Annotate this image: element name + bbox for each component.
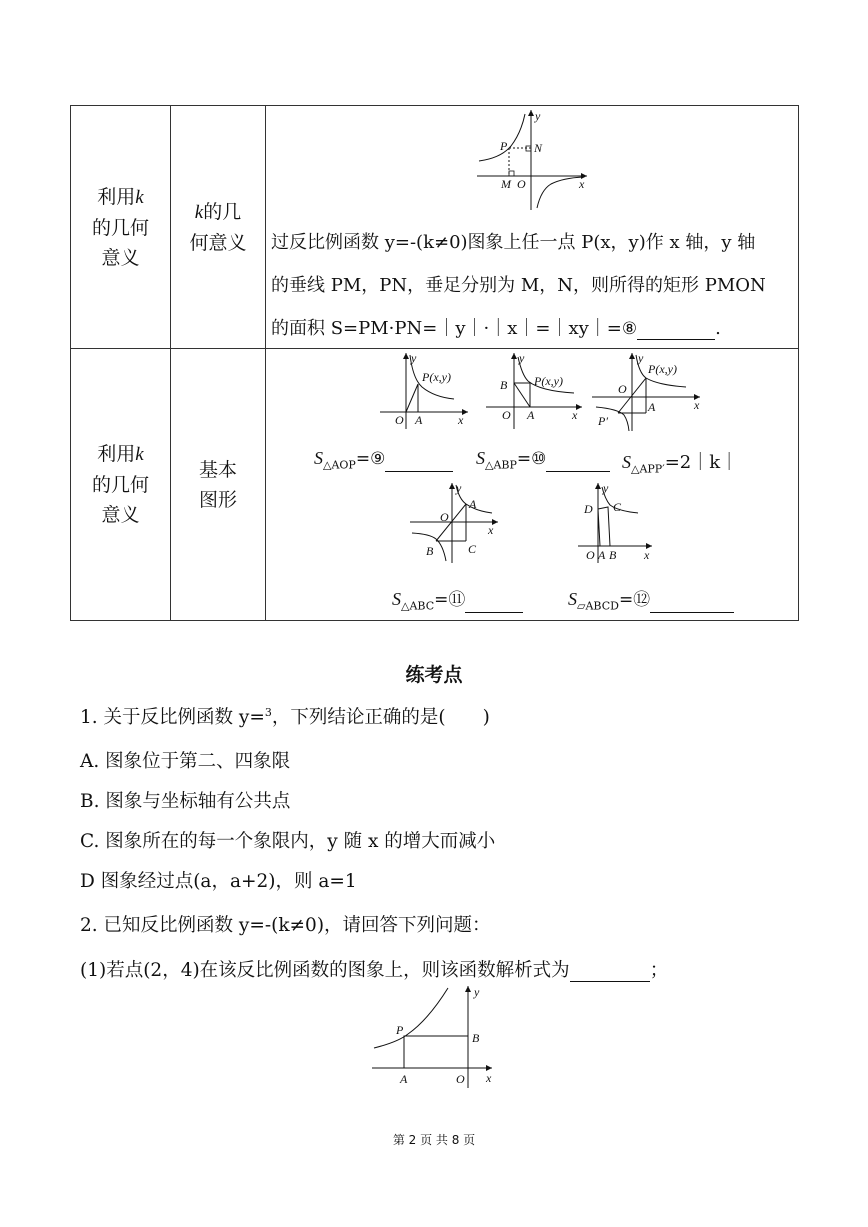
axis-label: y xyxy=(474,985,480,999)
area-symbol: S xyxy=(622,452,631,472)
cell-text: 利用 xyxy=(97,443,136,465)
area-subscript: △ABC xyxy=(401,599,435,613)
row2-content-cell xyxy=(266,349,799,621)
area-value: =2｜k｜ xyxy=(664,452,739,473)
option-d[interactable]: D 图象经过点(a，a+2)，则 a=1 xyxy=(80,871,357,892)
figure-rectangle-pmon xyxy=(471,108,591,212)
point-label: P′ xyxy=(598,414,608,428)
option-a[interactable]: A. 图象位于第二、四象限 xyxy=(80,751,291,772)
figure-triangle-abc xyxy=(408,481,504,565)
point-label: O xyxy=(440,510,449,524)
axis-label: y xyxy=(603,481,609,495)
axis-label: x xyxy=(486,1071,492,1085)
row2-topic-cell xyxy=(171,349,266,621)
blank-number: ⑧ xyxy=(621,319,638,339)
area-abcd xyxy=(568,585,734,613)
cell-text: 何意义 xyxy=(189,231,247,254)
period: . xyxy=(715,318,721,339)
cell-text: 意义 xyxy=(101,246,140,269)
table-row xyxy=(71,106,799,349)
fraction-numerator: 3 xyxy=(264,705,272,719)
point-label: M xyxy=(501,177,511,191)
point-label: P(x,y) xyxy=(534,374,563,388)
answer-blank[interactable] xyxy=(546,453,610,472)
answer-blank[interactable] xyxy=(385,453,453,472)
cell-text: k xyxy=(135,186,144,208)
area-abc xyxy=(392,585,523,613)
option-c[interactable]: C. 图象所在的每一个象限内，y 随 x 的增大而减小 xyxy=(80,831,496,852)
axis-label: y xyxy=(535,109,541,123)
description-line: 的垂线 PM，PN，垂足分别为 M，N，则所得的矩形 PMON xyxy=(271,275,766,296)
point-label: O xyxy=(618,382,627,396)
area-subscript: ▱ABCD xyxy=(577,599,619,613)
point-label: O xyxy=(502,408,511,422)
page-footer: 第 2 页 共 8 页 xyxy=(392,1133,476,1147)
axis-label: x xyxy=(694,398,700,412)
answer-blank[interactable] xyxy=(650,594,734,613)
figure-q2-rectangle xyxy=(368,984,500,1092)
row1-topic-cell xyxy=(171,106,266,349)
answer-blank[interactable] xyxy=(570,963,650,982)
area-abp xyxy=(476,448,610,472)
cell-text: 意义 xyxy=(101,504,140,526)
point-label: B xyxy=(500,378,508,392)
row2-category-cell xyxy=(71,349,171,621)
question-text: (1)若点(2，4)在该反比例函数的图象上，则该函数解析式为 xyxy=(80,960,570,981)
figure-triangle-app xyxy=(590,351,710,433)
question-text: ，下列结论正确的是( ) xyxy=(271,707,490,728)
area-aop xyxy=(314,448,453,472)
cell-text: 的几何 xyxy=(91,216,149,239)
figure-triangle-abp xyxy=(484,351,594,431)
area-symbol: S xyxy=(314,448,323,468)
info-table xyxy=(70,105,799,621)
question-2-part-1 xyxy=(80,956,668,982)
figure-parallelogram-abcd xyxy=(576,481,656,565)
axis-label: x xyxy=(644,548,650,562)
cell-text: k xyxy=(135,444,144,465)
area-subscript: △APP′ xyxy=(631,462,665,476)
axis-label: y xyxy=(519,351,525,365)
cell-text: 基本 xyxy=(198,458,237,481)
blank-number: =⑩ xyxy=(516,449,547,469)
blank-number: =⑫ xyxy=(618,590,651,610)
point-label: B xyxy=(472,1031,480,1045)
point-label: P xyxy=(500,139,508,153)
cell-text: k xyxy=(194,201,204,223)
point-label: A xyxy=(415,413,423,427)
area-subscript: △AOP xyxy=(323,458,356,472)
point-label: P(x,y) xyxy=(648,362,677,376)
axis-label: y xyxy=(638,351,644,365)
point-label: P xyxy=(396,1023,404,1037)
question-text: 1. 关于反比例函数 y= xyxy=(80,707,265,728)
punctuation: ； xyxy=(649,960,669,981)
blank-number: =⑨ xyxy=(355,449,386,469)
figure-triangle-aop xyxy=(378,351,470,431)
area-symbol: S xyxy=(568,589,577,609)
cell-text: 利用 xyxy=(97,185,136,208)
description-line: 过反比例函数 y=-(k≠0)图象上任一点 P(x，y)作 x 轴，y 轴 xyxy=(271,232,756,253)
blank-number: =⑪ xyxy=(434,590,466,610)
cell-text: 的几何 xyxy=(91,474,149,496)
point-label: C xyxy=(613,500,622,514)
area-subscript: △ABP xyxy=(485,458,517,472)
point-label: O xyxy=(586,548,595,562)
answer-blank[interactable] xyxy=(637,321,715,340)
row1-category-cell xyxy=(71,106,171,349)
area-symbol: S xyxy=(476,448,485,468)
axis-label: x xyxy=(579,177,585,191)
axis-label: y xyxy=(411,351,417,365)
formula-text: 的面积 S=PM·PN=｜y｜·｜x｜=｜xy｜= xyxy=(271,318,622,339)
section-title: 练考点 xyxy=(405,664,463,686)
point-label: O xyxy=(456,1072,465,1086)
question-2-stem: 2. 已知反比例函数 y=-(k≠0)，请回答下列问题： xyxy=(80,915,491,936)
point-label: A xyxy=(527,408,535,422)
point-label: O xyxy=(517,177,526,191)
point-label: D xyxy=(584,502,593,516)
axis-label: y xyxy=(456,481,462,495)
answer-blank[interactable] xyxy=(465,594,523,613)
point-label: C xyxy=(468,542,477,556)
point-label: O xyxy=(395,413,404,427)
axis-label: x xyxy=(488,523,494,537)
option-b[interactable]: B. 图象与坐标轴有公共点 xyxy=(80,791,291,812)
cell-text: 的几 xyxy=(203,200,242,223)
row1-content-cell xyxy=(266,106,799,349)
cell-text: 图形 xyxy=(198,488,237,511)
axis-label: x xyxy=(458,413,464,427)
point-label: A xyxy=(400,1072,408,1086)
area-symbol: S xyxy=(392,589,401,609)
point-label: P(x,y) xyxy=(422,370,451,384)
axis-label: x xyxy=(572,408,578,422)
question-1-stem xyxy=(80,703,490,729)
point-label: A xyxy=(598,548,606,562)
description-line xyxy=(271,314,721,340)
point-label: A xyxy=(648,400,656,414)
point-label: N xyxy=(534,141,543,155)
area-app xyxy=(622,448,738,476)
point-label: B xyxy=(426,544,434,558)
point-label: A xyxy=(469,497,477,511)
point-label: B xyxy=(609,548,617,562)
table-row xyxy=(71,349,799,621)
